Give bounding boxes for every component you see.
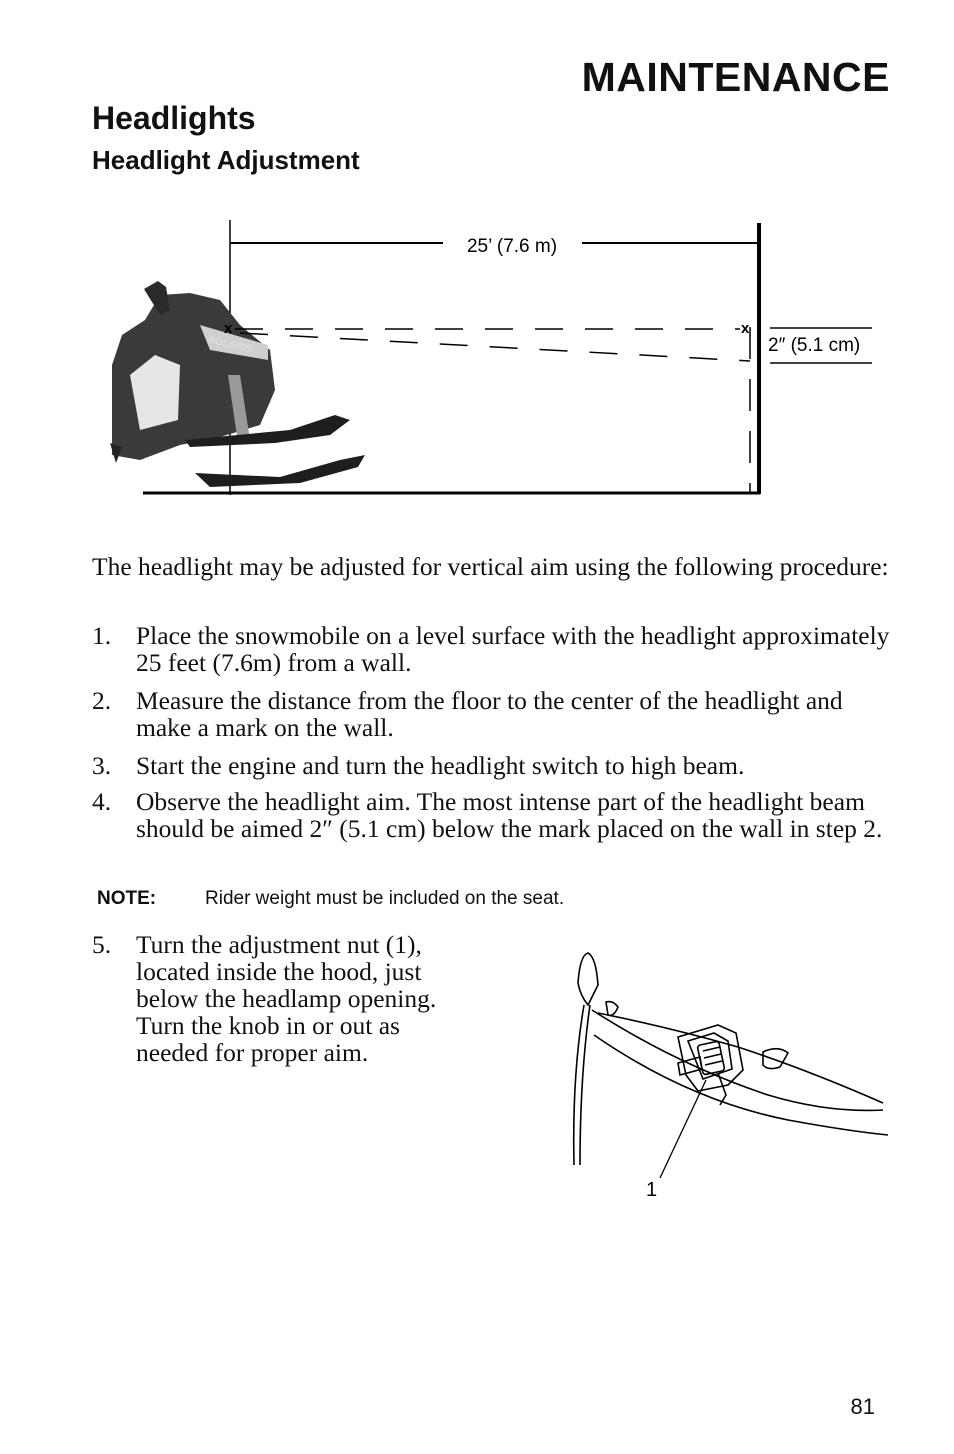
drop-label: 2″ (5.1 cm) (768, 335, 861, 356)
adjustment-nut-figure (558, 945, 893, 1205)
page-subheading: Headlight Adjustment (92, 145, 360, 175)
headlight-mark: x (224, 320, 233, 337)
step-number: 5. (92, 930, 112, 959)
note (97, 888, 564, 910)
beam-line (240, 333, 750, 361)
hood-curve (592, 1010, 883, 1110)
distance-label: 25’ (7.6 m) (466, 236, 558, 257)
hood-ornament (578, 953, 598, 1005)
wall-mark: x (741, 320, 750, 337)
headlight-aim-diagram (100, 215, 890, 515)
note-label: NOTE: (97, 888, 157, 909)
intro-paragraph: The headlight may be adjusted for vertical aim using the following procedure: (92, 552, 889, 581)
step-text: Start the engine and turn the headlight switch to high beam. (136, 751, 745, 780)
step-number: 1. (92, 621, 112, 650)
sled-brand: POLARIS (207, 335, 254, 356)
step-text: Place the snowmobile on a level surface with the headlight approximately 25 feet (7.6m) from a wall. (136, 621, 890, 677)
callout-number: 1 (646, 1179, 658, 1201)
step-text: Turn the adjustment nut (1), located inside the hood, just below the headlamp opening. Turn the knob in or out as needed for proper aim. (136, 930, 437, 1067)
page-heading: Headlights (92, 100, 256, 136)
page-number: 81 (850, 1394, 875, 1419)
section-title: MAINTENANCE (581, 54, 890, 100)
step-text: Measure the distance from the floor to the center of the headlight and make a mark on the wall. (136, 686, 843, 742)
step-number: 2. (92, 686, 112, 715)
step-text: Observe the headlight aim. The most intense part of the headlight beam should be aimed 2″ (5.1 cm) below the mark placed on the wall in step 2. (136, 787, 883, 843)
step-number: 4. (92, 787, 112, 816)
callout-leader (660, 1080, 706, 1178)
note-text: Rider weight must be included on the seat. (205, 888, 565, 909)
snowmobile-image (110, 281, 365, 487)
step-number: 3. (92, 751, 112, 780)
